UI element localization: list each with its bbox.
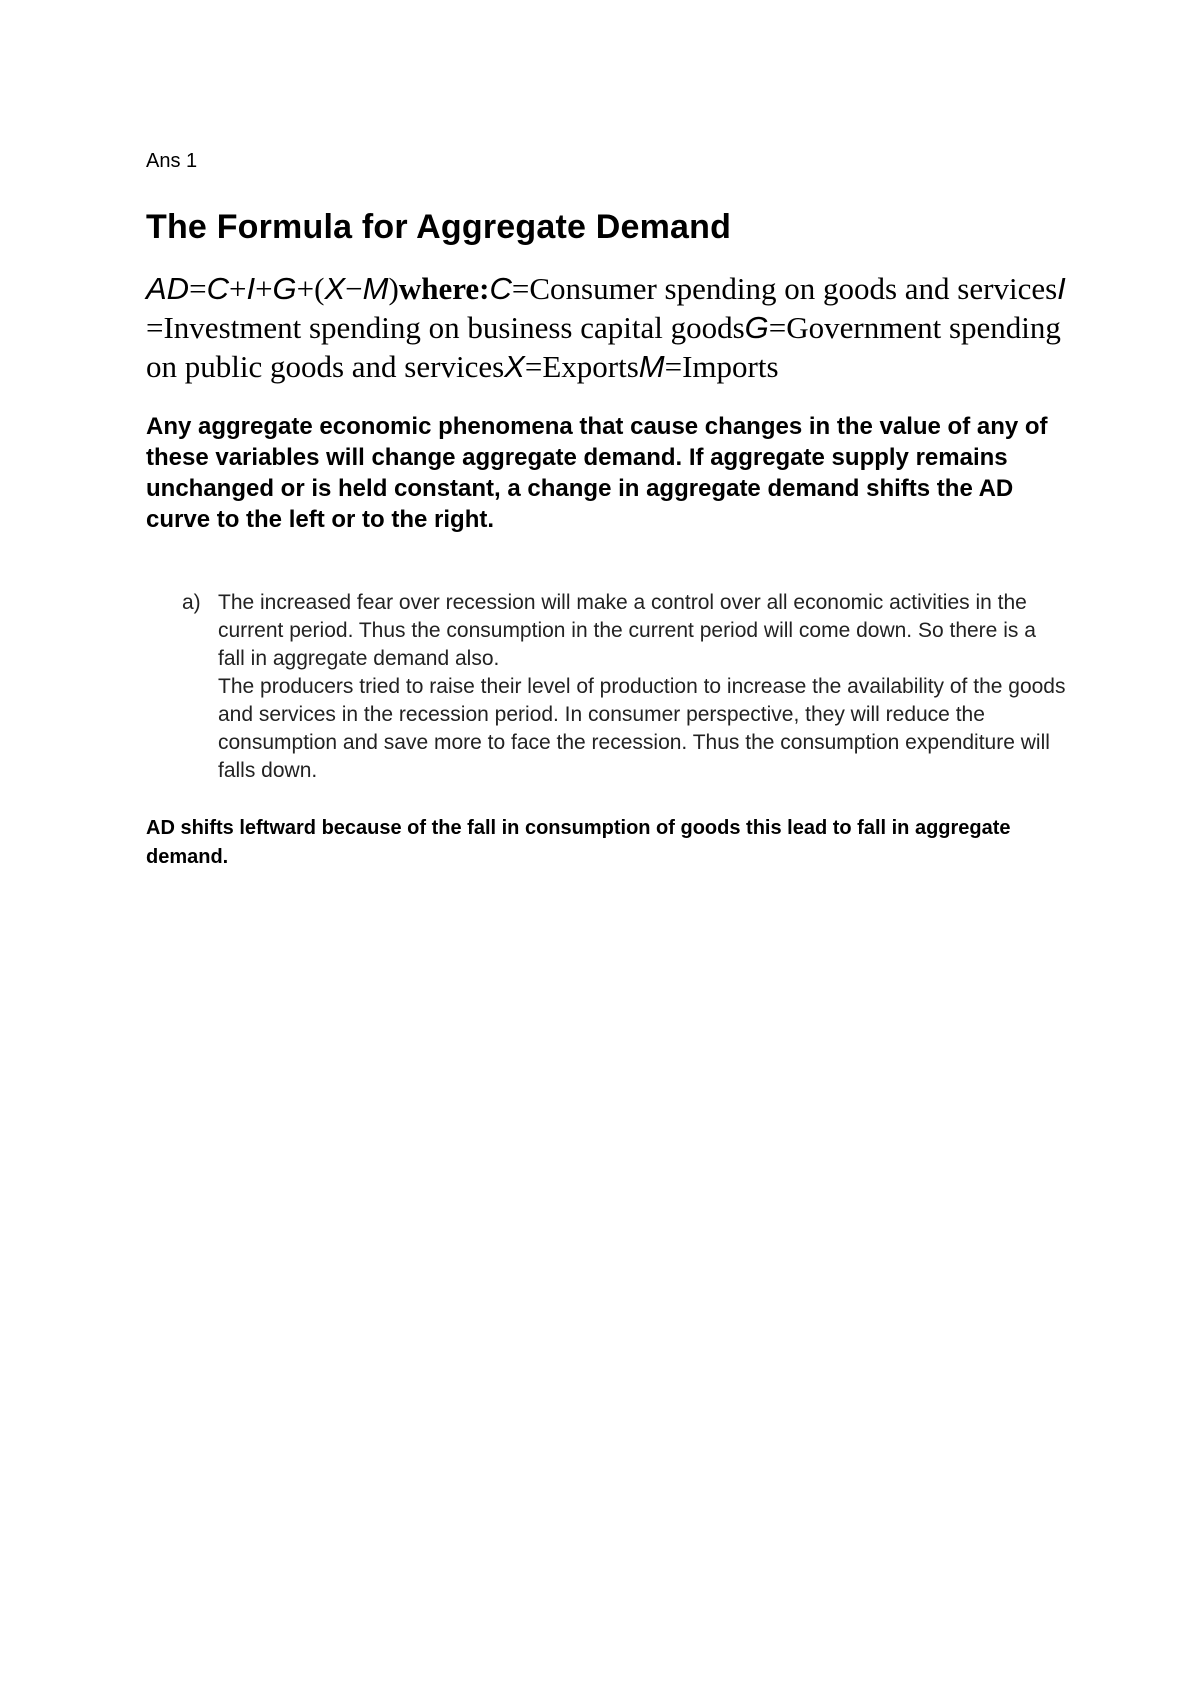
formula-c: C	[206, 271, 229, 306]
formula-plus: +	[255, 271, 273, 306]
formula-m-definition: =Imports	[664, 349, 779, 384]
list-item-text-2: The producers tried to raise their level of production to increase the availability of the goods and services in the recession period. In consumer perspective, they will reduce the consumption and save more to face the recession. Thus the consumption expenditure will falls down.	[218, 675, 1066, 782]
list-item	[146, 589, 1066, 785]
formula-m: M	[362, 271, 389, 306]
formula-g-definition: =Government spending on public goods and services	[146, 310, 1061, 384]
answer-list	[146, 589, 1066, 785]
formula-minus: −	[345, 271, 363, 306]
list-marker: a)	[182, 591, 201, 614]
formula-g: G	[272, 271, 297, 306]
aggregate-demand-formula	[146, 269, 1066, 386]
formula-x-symbol: X	[504, 349, 525, 384]
document-content	[146, 148, 1066, 872]
formula-c-definition: =Consumer spending on goods and services	[511, 271, 1058, 306]
answer-label: Ans 1	[146, 150, 198, 172]
explanation-paragraph: Any aggregate economic phenomena that cause changes in the value of any of these variables will change aggregate demand. If aggregate supply remains unchanged or is held constant, a change in aggregate demand shifts the AD curve to the left or to the right.	[146, 413, 1048, 533]
formula-close-paren: )	[388, 271, 399, 306]
formula-where: where:	[398, 271, 490, 306]
formula-eq: =	[189, 271, 207, 306]
formula-m-symbol: M	[638, 349, 665, 384]
formula-plus-paren: +(	[296, 271, 325, 306]
formula-i: I	[246, 271, 256, 306]
formula-plus: +	[228, 271, 247, 306]
formula-c-symbol: C	[489, 271, 512, 306]
conclusion-text: AD shifts leftward because of the fall in consumption of goods this lead to fall in aggregate demand.	[146, 817, 1011, 868]
section-heading: The Formula for Aggregate Demand	[146, 208, 732, 246]
formula-i-symbol: I	[1057, 271, 1066, 306]
list-item-text-1: The increased fear over recession will make a control over all economic activities in the current period. Thus the consumption in the current period will come down. So there is a fall in aggregate demand also.	[218, 591, 1036, 670]
formula-i-definition: =Investment spending on business capital goods	[146, 310, 745, 345]
formula-ad: AD	[146, 271, 190, 306]
formula-g-symbol: G	[744, 310, 769, 345]
formula-x-definition: =Exports	[524, 349, 639, 384]
formula-x: X	[324, 271, 346, 306]
